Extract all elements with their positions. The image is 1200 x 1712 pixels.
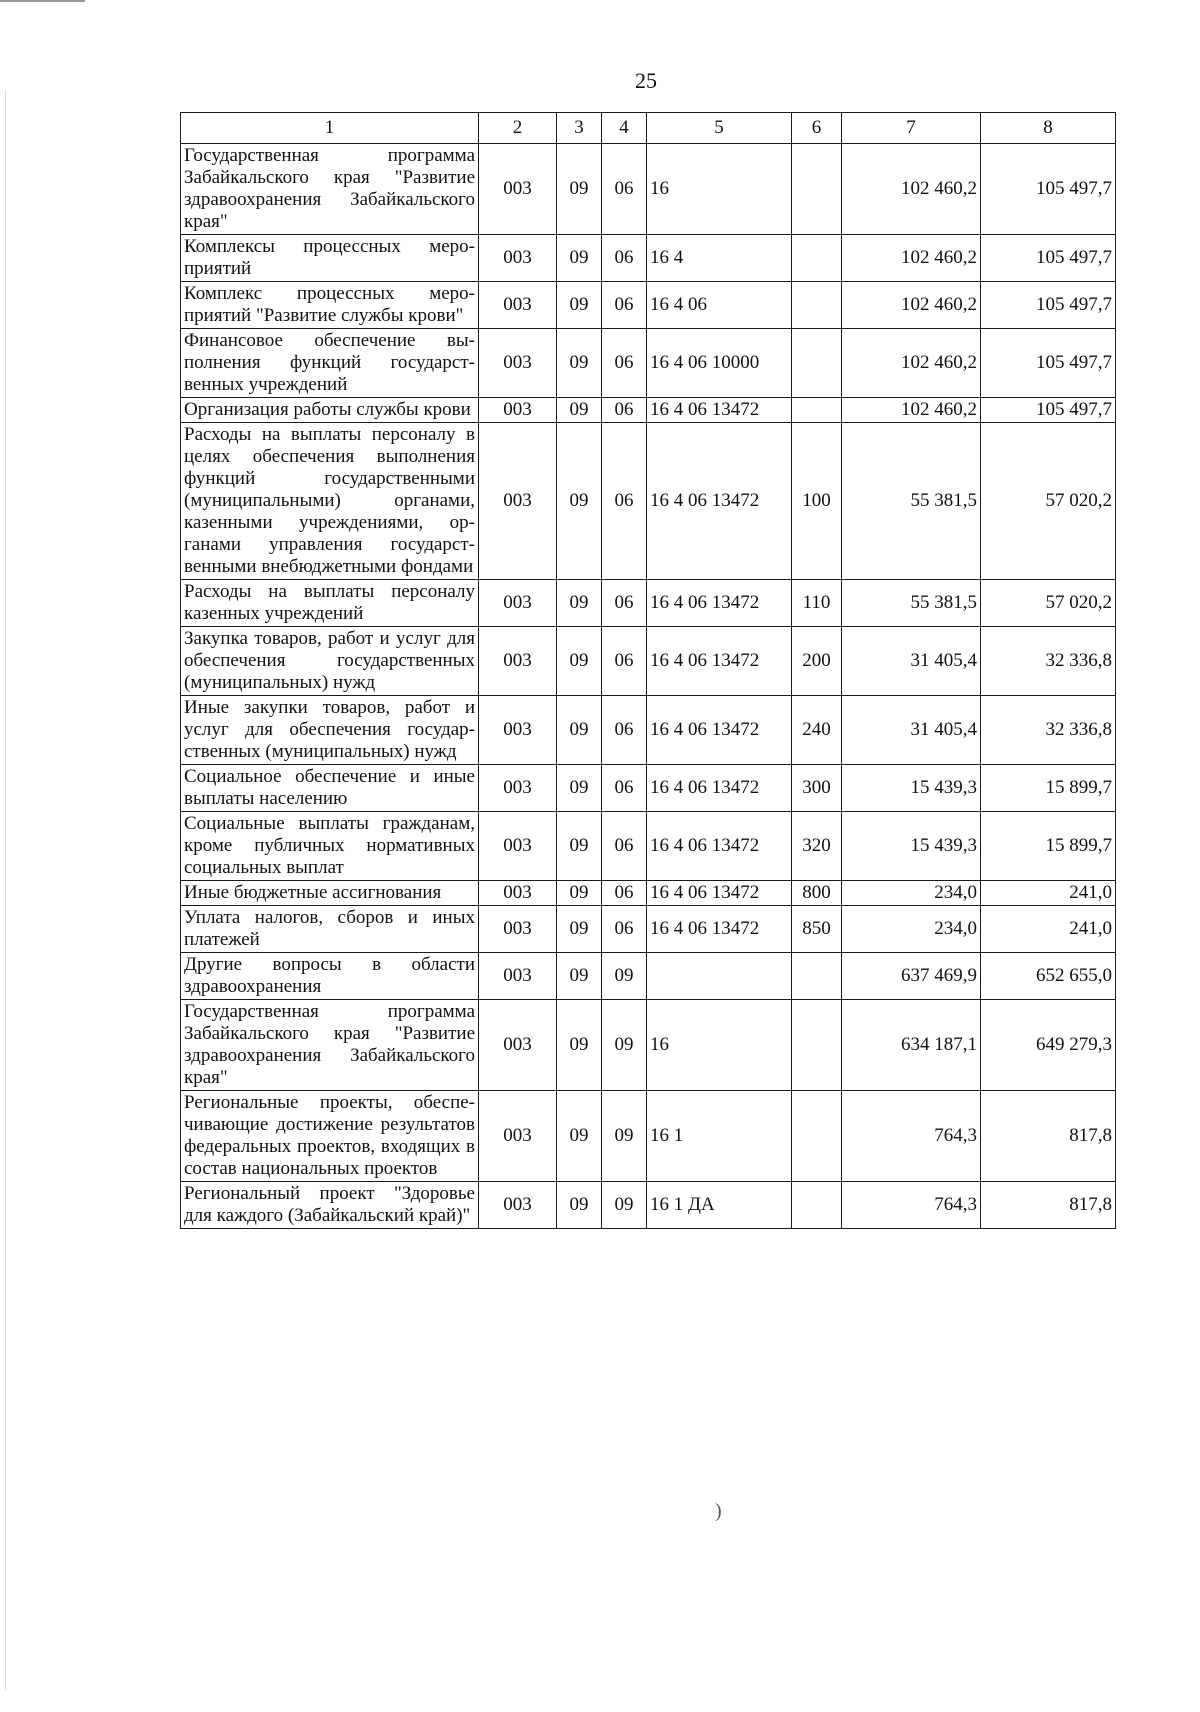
subsection-code: 09 (602, 1091, 647, 1182)
row-name: Финансовое обеспечение выполнения функций государственных учреждений (181, 329, 479, 398)
amount-year-1: 634 187,1 (842, 1000, 981, 1091)
amount-year-1: 31 405,4 (842, 696, 981, 765)
ministry-code: 003 (479, 1000, 557, 1091)
subsection-code: 06 (602, 580, 647, 627)
ministry-code: 003 (479, 812, 557, 881)
expense-type-code: 800 (792, 881, 842, 906)
ministry-code: 003 (479, 398, 557, 423)
amount-year-1: 764,3 (842, 1091, 981, 1182)
column-header-7: 7 (842, 113, 981, 144)
target-article-code: 16 1 ДА (647, 1182, 792, 1229)
subsection-code: 06 (602, 906, 647, 953)
amount-year-2: 32 336,8 (981, 627, 1116, 696)
amount-year-2: 105 497,7 (981, 282, 1116, 329)
expense-type-code (792, 235, 842, 282)
table-row (181, 765, 1116, 812)
expense-type-code: 110 (792, 580, 842, 627)
table-row (181, 1182, 1116, 1229)
subsection-code: 06 (602, 627, 647, 696)
ministry-code: 003 (479, 1182, 557, 1229)
column-header-1: 1 (181, 113, 479, 144)
ministry-code: 003 (479, 627, 557, 696)
amount-year-2: 105 497,7 (981, 144, 1116, 235)
target-article-code: 16 (647, 144, 792, 235)
table-row (181, 398, 1116, 423)
ministry-code: 003 (479, 423, 557, 580)
ministry-code: 003 (479, 1091, 557, 1182)
subsection-code: 06 (602, 329, 647, 398)
table-row (181, 812, 1116, 881)
scan-artifact-mark: ) (715, 1500, 722, 1522)
column-header-4: 4 (602, 113, 647, 144)
row-name: Расходы на выплаты персоналу в целях обеспечения выполнения функций государственными (муниципальными) органами, казенными учреждениями, органами управления государственными внебюджетными фондами (181, 423, 479, 580)
row-name: Социальное обеспечение и иные выплаты населению (181, 765, 479, 812)
target-article-code: 16 4 06 13472 (647, 765, 792, 812)
expense-type-code: 300 (792, 765, 842, 812)
amount-year-1: 55 381,5 (842, 580, 981, 627)
target-article-code: 16 (647, 1000, 792, 1091)
ministry-code: 003 (479, 953, 557, 1000)
ministry-code: 003 (479, 580, 557, 627)
column-header-6: 6 (792, 113, 842, 144)
ministry-code: 003 (479, 906, 557, 953)
ministry-code: 003 (479, 144, 557, 235)
section-code: 09 (557, 696, 602, 765)
table-row (181, 580, 1116, 627)
amount-year-1: 55 381,5 (842, 423, 981, 580)
amount-year-1: 102 460,2 (842, 282, 981, 329)
amount-year-2: 32 336,8 (981, 696, 1116, 765)
amount-year-1: 234,0 (842, 906, 981, 953)
row-name: Региональный проект "Здоровье для каждого (Забайкальский край)" (181, 1182, 479, 1229)
expense-type-code (792, 329, 842, 398)
row-name: Расходы на выплаты персоналу казенных учреждений (181, 580, 479, 627)
table-row (181, 953, 1116, 1000)
expense-type-code: 200 (792, 627, 842, 696)
expense-type-code (792, 1091, 842, 1182)
amount-year-1: 31 405,4 (842, 627, 981, 696)
amount-year-2: 15 899,7 (981, 765, 1116, 812)
amount-year-2: 105 497,7 (981, 398, 1116, 423)
row-name: Уплата налогов, сборов и иных платежей (181, 906, 479, 953)
section-code: 09 (557, 144, 602, 235)
row-name: Государственная программа Забайкальского края "Развитие здравоохранения Забайкальского края" (181, 144, 479, 235)
section-code: 09 (557, 627, 602, 696)
column-header-8: 8 (981, 113, 1116, 144)
header-row (181, 113, 1116, 144)
row-name: Государственная программа Забайкальского края "Развитие здравоохранения Забайкальского края" (181, 1000, 479, 1091)
row-name: Другие вопросы в области здравоохранения (181, 953, 479, 1000)
row-name: Комплекс процессных мероприятий "Развитие службы крови" (181, 282, 479, 329)
row-name: Организация работы службы крови (181, 398, 479, 423)
row-name: Комплексы процессных мероприятий (181, 235, 479, 282)
table-row (181, 423, 1116, 580)
row-name: Закупка товаров, работ и услуг для обеспечения государственных (муниципальных) нужд (181, 627, 479, 696)
expense-type-code (792, 953, 842, 1000)
section-code: 09 (557, 423, 602, 580)
expense-type-code: 320 (792, 812, 842, 881)
table-row (181, 144, 1116, 235)
target-article-code: 16 4 06 13472 (647, 398, 792, 423)
ministry-code: 003 (479, 235, 557, 282)
amount-year-1: 102 460,2 (842, 235, 981, 282)
amount-year-2: 241,0 (981, 881, 1116, 906)
table-row (181, 235, 1116, 282)
row-name: Иные закупки товаров, работ и услуг для обеспечения государственных (муниципальных) нужд (181, 696, 479, 765)
target-article-code: 16 4 06 10000 (647, 329, 792, 398)
subsection-code: 09 (602, 953, 647, 1000)
target-article-code: 16 4 06 13472 (647, 423, 792, 580)
page-number: 25 (635, 68, 657, 93)
section-code: 09 (557, 235, 602, 282)
amount-year-2: 817,8 (981, 1091, 1116, 1182)
amount-year-2: 105 497,7 (981, 329, 1116, 398)
ministry-code: 003 (479, 881, 557, 906)
subsection-code: 06 (602, 144, 647, 235)
table-row (181, 881, 1116, 906)
target-article-code: 16 4 06 13472 (647, 696, 792, 765)
subsection-code: 06 (602, 696, 647, 765)
subsection-code: 06 (602, 423, 647, 580)
amount-year-1: 102 460,2 (842, 144, 981, 235)
column-header-3: 3 (557, 113, 602, 144)
expense-type-code (792, 144, 842, 235)
subsection-code: 06 (602, 235, 647, 282)
subsection-code: 06 (602, 881, 647, 906)
section-code: 09 (557, 953, 602, 1000)
section-code: 09 (557, 282, 602, 329)
ministry-code: 003 (479, 282, 557, 329)
amount-year-1: 102 460,2 (842, 398, 981, 423)
section-code: 09 (557, 398, 602, 423)
amount-year-2: 105 497,7 (981, 235, 1116, 282)
subsection-code: 06 (602, 765, 647, 812)
row-name: Социальные выплаты гражданам, кроме публичных нормативных социальных выплат (181, 812, 479, 881)
section-code: 09 (557, 329, 602, 398)
subsection-code: 06 (602, 282, 647, 329)
table-row (181, 627, 1116, 696)
amount-year-2: 817,8 (981, 1182, 1116, 1229)
table-row (181, 1091, 1116, 1182)
section-code: 09 (557, 580, 602, 627)
section-code: 09 (557, 812, 602, 881)
subsection-code: 09 (602, 1182, 647, 1229)
row-name: Иные бюджетные ассигнования (181, 881, 479, 906)
target-article-code: 16 4 06 13472 (647, 906, 792, 953)
budget-table (180, 112, 1116, 1229)
amount-year-2: 57 020,2 (981, 423, 1116, 580)
row-name: Региональные проекты, обеспечивающие достижение результатов федеральных проектов, входящих в состав национальных проектов (181, 1091, 479, 1182)
section-code: 09 (557, 881, 602, 906)
subsection-code: 09 (602, 1000, 647, 1091)
amount-year-2: 652 655,0 (981, 953, 1116, 1000)
target-article-code: 16 4 06 (647, 282, 792, 329)
amount-year-2: 649 279,3 (981, 1000, 1116, 1091)
target-article-code: 16 4 06 13472 (647, 580, 792, 627)
section-code: 09 (557, 1091, 602, 1182)
section-code: 09 (557, 906, 602, 953)
ministry-code: 003 (479, 765, 557, 812)
expense-type-code: 240 (792, 696, 842, 765)
subsection-code: 06 (602, 398, 647, 423)
column-header-5: 5 (647, 113, 792, 144)
amount-year-2: 15 899,7 (981, 812, 1116, 881)
section-code: 09 (557, 1000, 602, 1091)
target-article-code: 16 4 (647, 235, 792, 282)
target-article-code: 16 1 (647, 1091, 792, 1182)
table-row (181, 282, 1116, 329)
amount-year-1: 15 439,3 (842, 812, 981, 881)
target-article-code (647, 953, 792, 1000)
expense-type-code (792, 1000, 842, 1091)
scan-edge-top (0, 0, 85, 2)
subsection-code: 06 (602, 812, 647, 881)
target-article-code: 16 4 06 13472 (647, 812, 792, 881)
target-article-code: 16 4 06 13472 (647, 881, 792, 906)
amount-year-1: 15 439,3 (842, 765, 981, 812)
ministry-code: 003 (479, 329, 557, 398)
target-article-code: 16 4 06 13472 (647, 627, 792, 696)
expense-type-code: 100 (792, 423, 842, 580)
amount-year-1: 102 460,2 (842, 329, 981, 398)
column-header-2: 2 (479, 113, 557, 144)
scan-edge-left (5, 90, 6, 1690)
expense-type-code (792, 282, 842, 329)
section-code: 09 (557, 765, 602, 812)
expense-type-code (792, 398, 842, 423)
amount-year-2: 57 020,2 (981, 580, 1116, 627)
expense-type-code (792, 1182, 842, 1229)
section-code: 09 (557, 1182, 602, 1229)
table-row (181, 906, 1116, 953)
ministry-code: 003 (479, 696, 557, 765)
amount-year-1: 234,0 (842, 881, 981, 906)
expense-type-code: 850 (792, 906, 842, 953)
amount-year-2: 241,0 (981, 906, 1116, 953)
table-row (181, 696, 1116, 765)
amount-year-1: 637 469,9 (842, 953, 981, 1000)
table-row (181, 1000, 1116, 1091)
table-row (181, 329, 1116, 398)
amount-year-1: 764,3 (842, 1182, 981, 1229)
